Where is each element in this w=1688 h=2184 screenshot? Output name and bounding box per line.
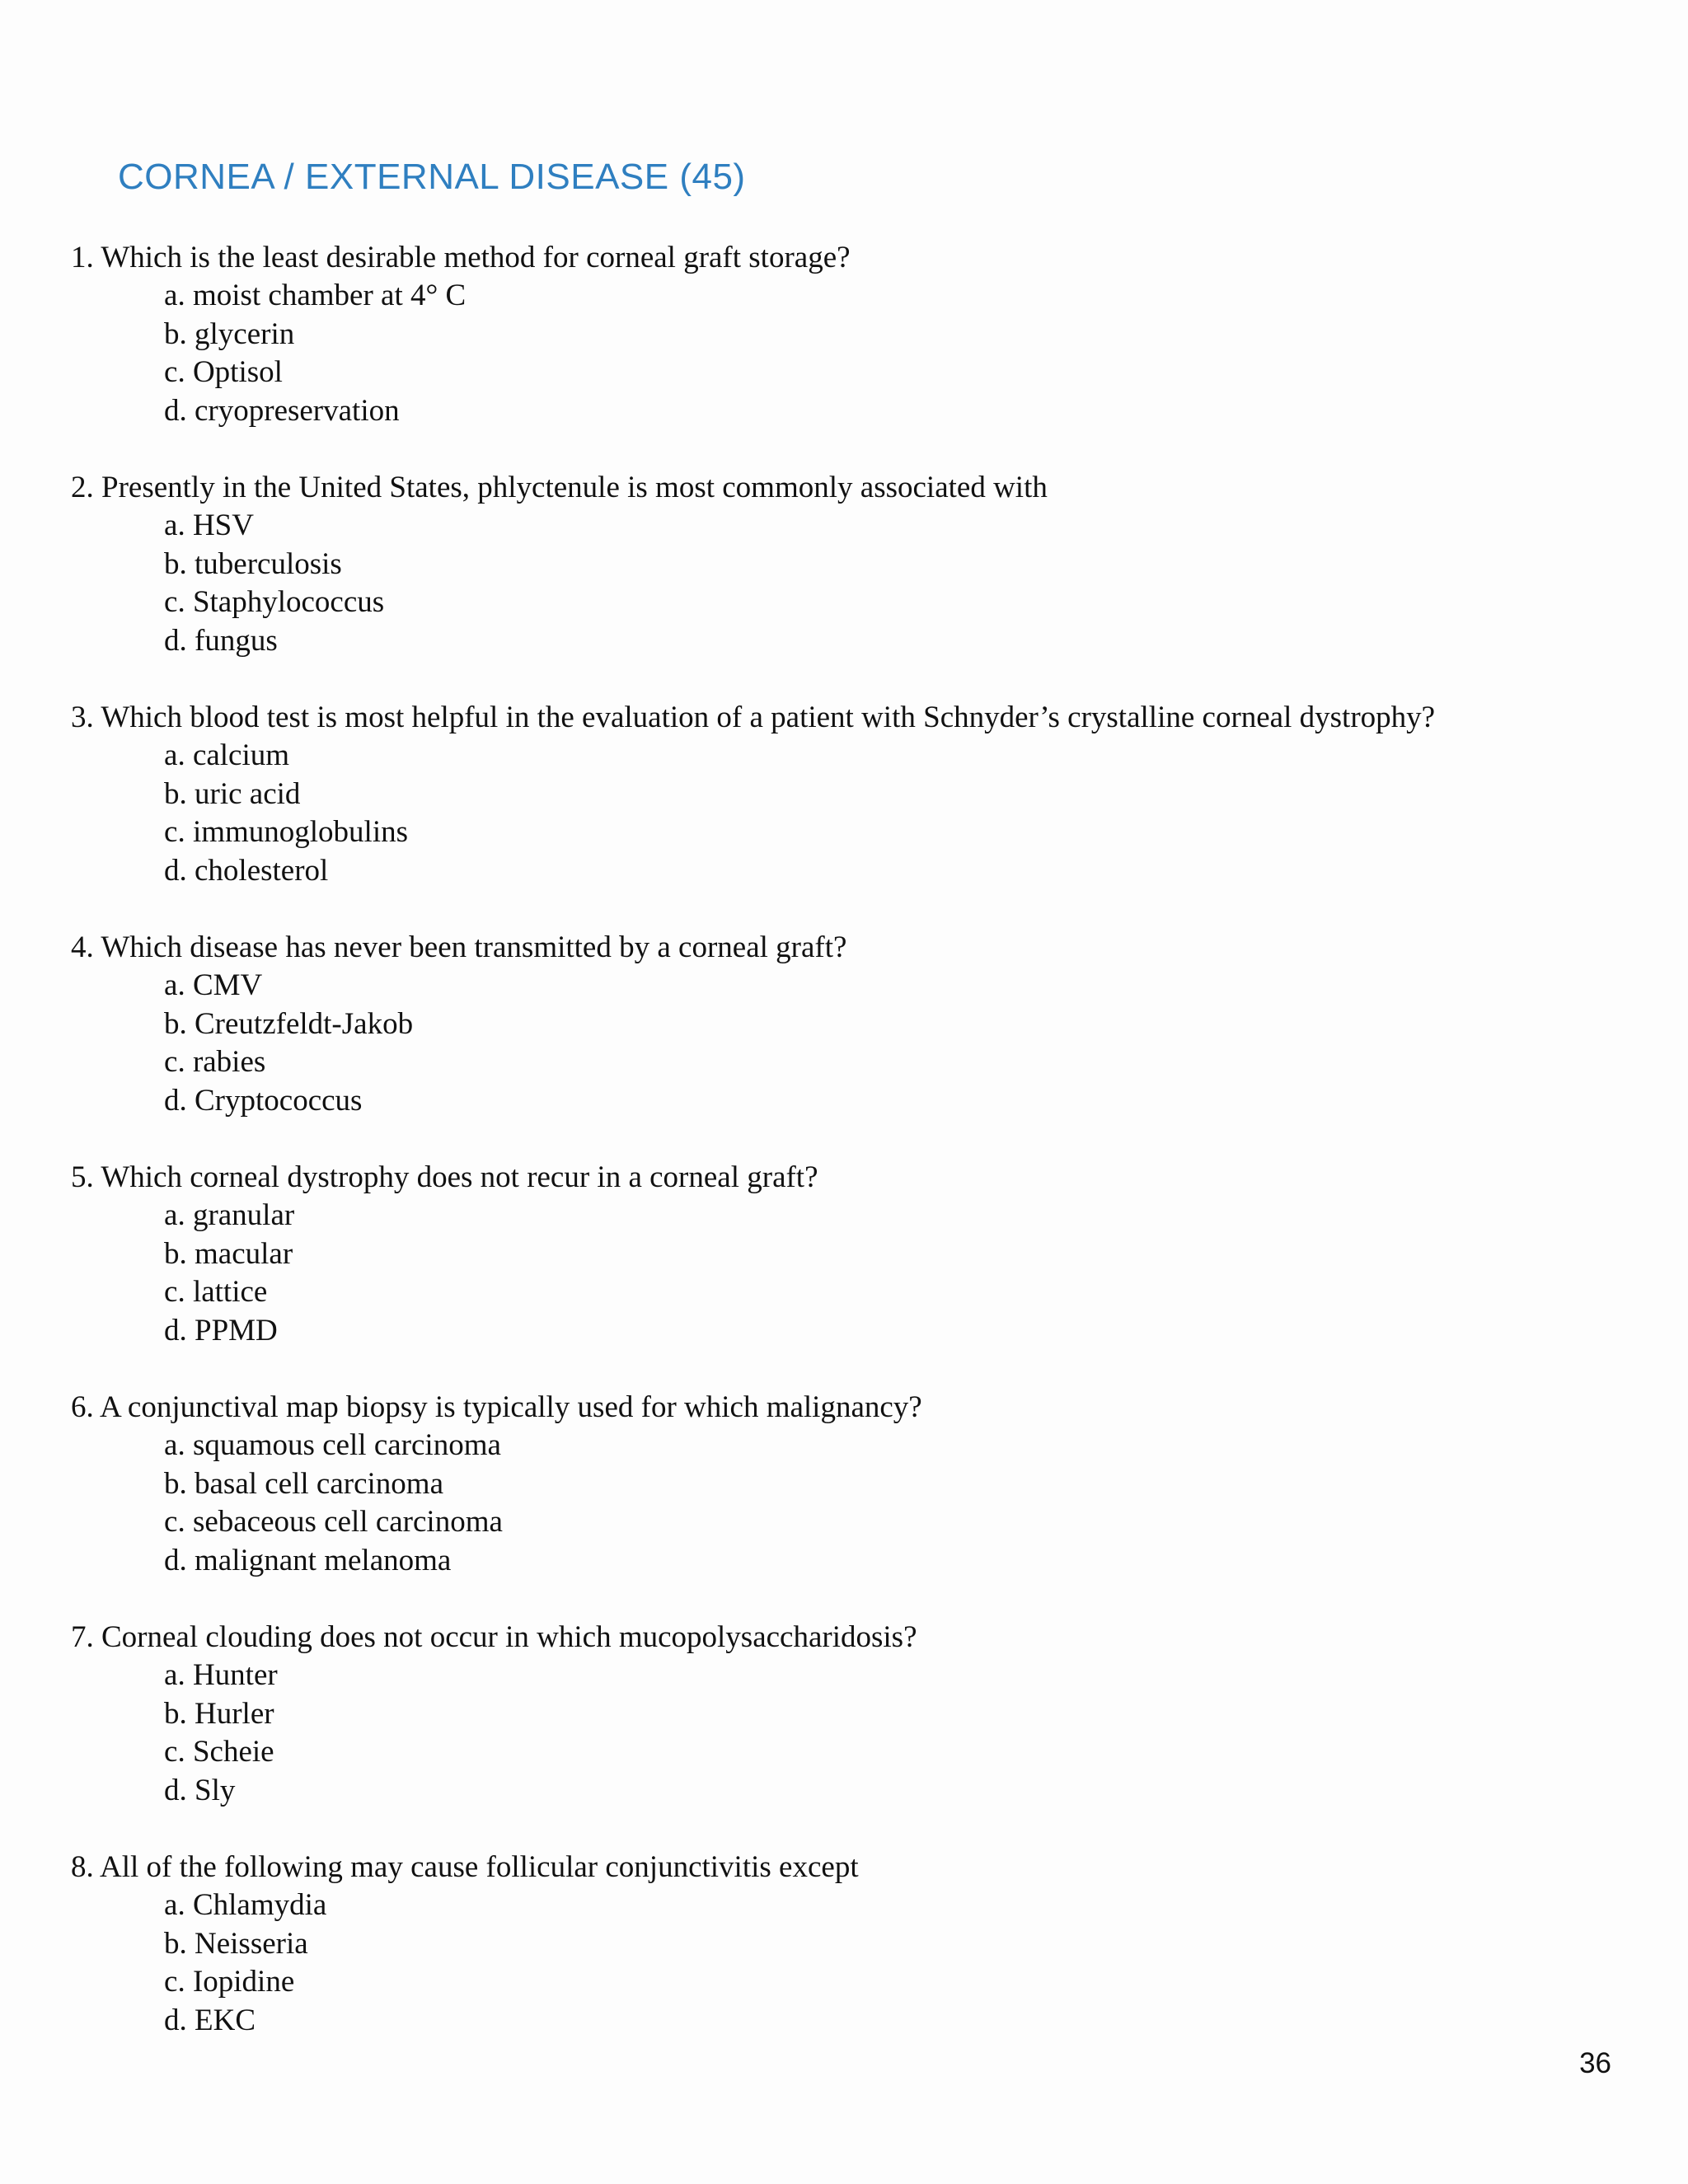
option-letter: d . [164,2004,195,2037]
option-text: Sly [195,1773,236,1807]
answer-option [164,737,1637,776]
answer-option [164,1733,1637,1772]
option-text: squamous cell carcinoma [192,1428,501,1462]
question-number: 4 . [71,930,101,964]
option-text: fungus [195,623,278,658]
option-letter: c . [164,1965,193,1999]
option-text: Scheie [192,1735,274,1769]
option-letter: d . [164,854,195,888]
answer-option [164,1197,1637,1235]
answer-options [71,967,1637,1120]
question-2 [71,469,1637,660]
option-letter: d . [164,1774,195,1807]
question-text: Which blood test is most helpful in the evaluation of a patient with Schnyder’s crystalline corneal dystrophy? [101,701,1436,734]
answer-options [71,1657,1637,1810]
question-text: Which corneal dystrophy does not recur in a corneal graft? [101,1160,818,1194]
option-letter: b . [164,777,195,811]
answer-option [164,1695,1637,1734]
answer-option [164,852,1637,891]
option-letter: a . [164,509,193,542]
question-number: 1 . [71,241,101,274]
answer-option [164,583,1637,622]
section-title: CORNEA / EXTERNAL DISEASE (45) [118,157,746,197]
answer-option [164,507,1637,546]
question-number: 7 . [71,1620,101,1654]
option-letter: d . [164,394,195,428]
option-letter: b . [164,1697,195,1731]
question-number: 6 . [71,1390,100,1424]
option-letter: c . [164,815,193,849]
answer-option [164,622,1637,661]
option-text: Iopidine [192,1965,295,1999]
option-text: tuberculosis [195,546,342,581]
option-text: glycerin [195,316,295,351]
option-text: Cryptococcus [195,1083,363,1118]
answer-option [164,967,1637,1005]
question-text: Presently in the United States, phlyctenule is most commonly associated with [101,471,1048,504]
answer-option [164,776,1637,814]
option-text: lattice [192,1275,268,1309]
option-text: CMV [192,968,263,1002]
question-stem [71,469,1637,507]
answer-option [164,546,1637,584]
option-letter: b . [164,317,195,351]
option-letter: a . [164,968,193,1002]
answer-options [71,507,1637,660]
question-number: 8 . [71,1850,100,1884]
answer-option [164,1503,1637,1542]
option-text: Hurler [195,1696,274,1731]
question-4 [71,929,1637,1120]
question-text: Corneal clouding does not occur in which mucopolysaccharidosis? [101,1620,917,1654]
question-6 [71,1389,1637,1580]
option-text: cholesterol [195,853,329,888]
option-text: sebaceous cell carcinoma [192,1505,503,1539]
option-letter: c . [164,1275,193,1309]
option-letter: c . [164,1735,193,1769]
answer-option [164,1963,1637,2002]
answer-option [164,392,1637,431]
option-letter: b . [164,1237,195,1271]
option-text: basal cell carcinoma [195,1466,443,1501]
option-letter: b . [164,1927,195,1961]
option-letter: d . [164,624,195,658]
answer-option [164,354,1637,392]
question-stem [71,239,1637,277]
option-text: PPMD [195,1313,278,1347]
option-letter: a . [164,1888,193,1922]
option-text: calcium [192,738,290,772]
question-stem [71,1389,1637,1427]
answer-option [164,1465,1637,1504]
answer-option [164,277,1637,316]
option-letter: c . [164,1505,193,1539]
option-letter: d . [164,1314,195,1347]
option-text: HSV [192,509,254,542]
answer-option [164,813,1637,852]
answer-options [71,737,1637,890]
question-stem [71,1849,1637,1886]
option-text: moist chamber at 4° C [192,279,467,312]
answer-option [164,1082,1637,1121]
question-5 [71,1159,1637,1350]
option-text: immunoglobulins [192,815,409,849]
question-stem [71,1619,1637,1657]
option-letter: b . [164,1467,195,1501]
question-list [71,239,1637,2079]
answer-option [164,1005,1637,1044]
option-letter: d . [164,1544,195,1577]
answer-options [71,1886,1637,2040]
option-text: macular [195,1236,293,1271]
option-text: cryopreservation [195,393,400,428]
question-number: 2 . [71,471,101,504]
option-text: uric acid [195,776,301,811]
option-text: Hunter [192,1658,278,1692]
answer-option [164,1542,1637,1581]
page-number: 36 [1579,2047,1611,2079]
answer-option [164,316,1637,354]
question-8 [71,1849,1637,2040]
question-text: Which disease has never been transmitted by a corneal graft? [101,930,847,964]
option-letter: a . [164,1428,193,1462]
question-text: A conjunctival map biopsy is typically used for which malignancy? [99,1390,922,1424]
question-number: 5 . [71,1160,101,1194]
question-7 [71,1619,1637,1810]
answer-option [164,2002,1637,2041]
option-letter: b . [164,547,195,581]
option-letter: a . [164,1658,193,1692]
option-text: EKC [195,2003,256,2037]
option-letter: a . [164,738,193,772]
option-letter: d . [164,1084,195,1118]
option-letter: c . [164,585,193,619]
answer-option [164,1235,1637,1274]
answer-option [164,1043,1637,1082]
answer-option [164,1925,1637,1964]
option-letter: c . [164,355,193,389]
option-text: malignant melanoma [195,1543,452,1577]
question-stem [71,929,1637,967]
question-stem [71,699,1637,737]
option-letter: a . [164,1198,193,1232]
answer-option [164,1427,1637,1465]
answer-options [71,1197,1637,1350]
answer-option [164,1273,1637,1312]
option-text: Staphylococcus [192,585,385,619]
option-text: Neisseria [195,1926,308,1961]
question-stem [71,1159,1637,1197]
question-number: 3 . [71,701,101,734]
option-text: Chlamydia [192,1888,327,1922]
answer-options [71,277,1637,430]
question-text: All of the following may cause follicular conjunctivitis except [99,1850,859,1884]
question-3 [71,699,1637,890]
question-text: Which is the least desirable method for corneal graft storage? [101,241,851,274]
option-letter: c . [164,1045,193,1079]
option-text: granular [192,1198,295,1232]
option-letter: b . [164,1007,195,1041]
answer-option [164,1772,1637,1811]
answer-option [164,1886,1637,1925]
option-text: rabies [192,1045,266,1079]
answer-option [164,1312,1637,1351]
option-text: Optisol [192,355,283,389]
question-1 [71,239,1637,430]
answer-option [164,1657,1637,1695]
option-text: Creutzfeldt-Jakob [195,1006,414,1041]
answer-options [71,1427,1637,1580]
option-letter: a . [164,279,193,312]
